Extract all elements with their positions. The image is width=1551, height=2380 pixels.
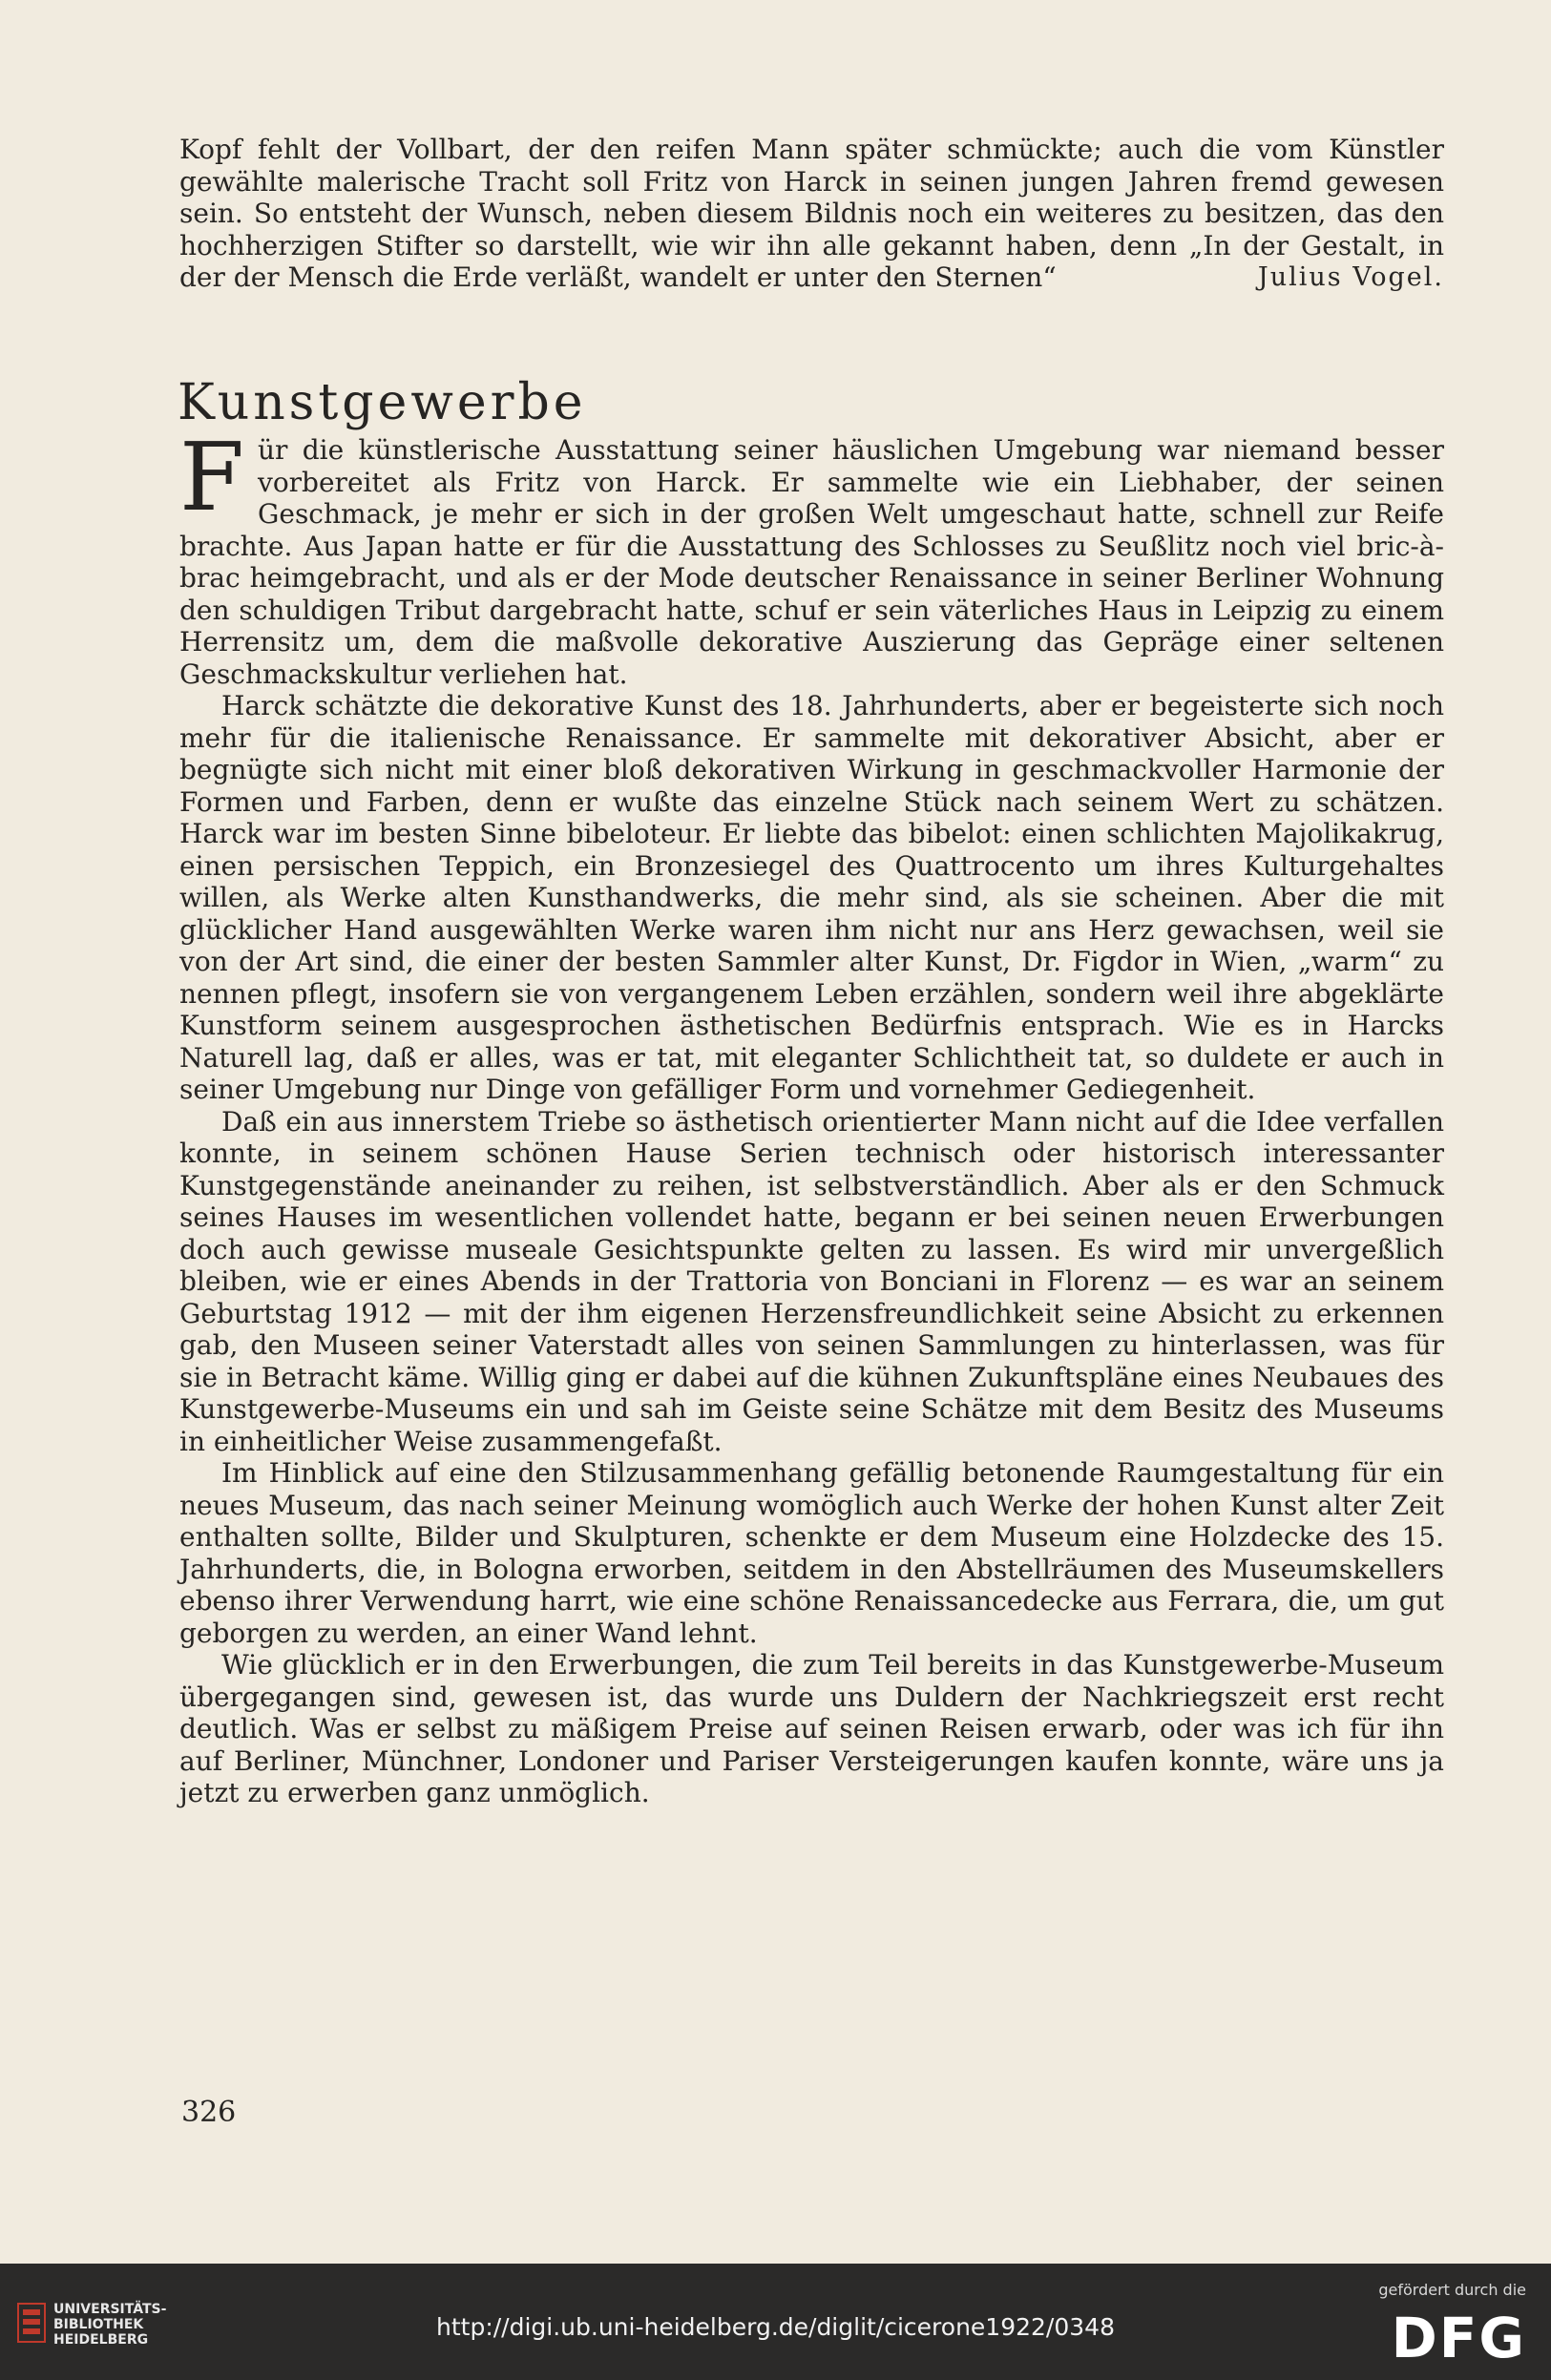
paragraph-1	[179, 424, 1444, 690]
drop-cap-letter: F	[179, 424, 244, 532]
article-body	[179, 424, 1444, 1809]
author-signature: Julius Vogel.	[1257, 262, 1444, 292]
page-number: 326	[181, 2096, 237, 2129]
intro-paragraph	[179, 134, 1444, 294]
paragraph-5: Wie glücklich er in den Erwerbungen, die zum Teil bereits in das Kunstgewerbe-Museum übergegangen sind, gewesen ist, das wurde uns Duldern der Nachkriegszeit erst recht deutlich. Was er selbst zu mäßigem Preise auf seinen Reisen erwarb, oder was ich für ihn auf Berliner, Münchner, Londoner und Pariser Versteigerungen kaufen konnte, wäre uns ja jetzt zu erwerben ganz unmöglich.	[179, 1649, 1444, 1808]
library-name-line: UNIVERSITÄTS-	[53, 2302, 167, 2317]
paragraph-1-text: ür die künstlerische Ausstattung seiner häuslichen Umgebung war niemand besser vorbereitet als Fritz von Harck. Er sammelte wie ein Liebhaber, der seinen Geschmack, je mehr er sich in der großen Welt umgeschaut hatte, schnell zur Reife brachte. Aus Japan hatte er für die Ausstattung des Schlosses zu Seußlitz noch viel bric-à-brac heimgebracht, und als er der Mode deutscher Renaissance in seiner Berliner Wohnung den schuldigen Tribut dargebracht hatte, schuf er sein väterliches Haus in Leipzig zu einem Herrensitz um, dem die maßvolle dekorative Auszierung das Gepräge einer seltenen Geschmackskultur verliehen hat.	[179, 434, 1444, 690]
library-name-line: HEIDELBERG	[53, 2332, 149, 2348]
paragraph-3: Daß ein aus innerstem Triebe so ästhetisch orientierter Mann nicht auf die Idee verfallen konnte, in seinem schönen Hause Serien technisch oder historisch interessanter Kunstgegenstände aneinander zu reihen, ist selbstverständlich. Aber als er den Schmuck seines Hauses im wesentlichen vollendet hatte, begann er bei seinen neuen Erwerbungen doch auch gewisse museale Gesichtspunkte gelten zu lassen. Es wird mir unvergeßlich bleiben, wie er eines Abends in der Trattoria von Bonciani in Florenz — es war an seinem Geburtstag 1912 — mit der ihm eigenen Herzensfreundlichkeit seine Absicht zu erkennen gab, den Museen seiner Vaterstadt alles von seinen Sammlungen zu hinterlassen, was für sie in Betracht käme. Willig ging er dabei auf die kühnen Zukunftspläne eines Neubaues des Kunstgewerbe-Museums ein und sah im Geiste seine Schätze mit dem Besitz des Museums in einheitlicher Weise zusammengefaßt.	[179, 1105, 1444, 1457]
sponsor-label: gefördert durch die	[1378, 2281, 1526, 2299]
paragraph-2: Harck schätzte die dekorative Kunst des 18. Jahrhunderts, aber er begeisterte sich noch mehr für die italienische Renaissance. Er sammelte mit dekorativer Absicht, aber er begnügte sich nicht mit einer bloß dekorativen Wirkung in geschmackvoller Harmonie der Formen und Farben, denn er wußte das einzelne Stück nach seinem Wert zu schätzen. Harck war im besten Sinne bibeloteur. Er liebte das bibelot: einen schlichten Majolikakrug, einen persischen Teppich, ein Bronzesiegel des Quattrocento um ihres Kulturgehaltes willen, als Werke alten Kunsthandwerks, die mehr sind, als sie scheinen. Aber die mit glücklicher Hand ausgewählten Werke waren ihm nicht nur ans Herz gewachsen, weil sie von der Art sind, die einer der besten Sammler alter Kunst, Dr. Figdor in Wien, „warm“ zu nennen pflegt, insofern sie von vergangenem Leben erzählen, sondern weil ihre abgeklärte Kunstform seinem ausgesprochen ästhetischen Bedürfnis entsprach. Wie es in Harcks Naturell lag, daß er alles, was er tat, mit eleganter Schlichtheit tat, so duldete er auch in seiner Umgebung nur Dinge von gefälliger Form und vornehmer Gediegenheit.	[179, 690, 1444, 1105]
digitization-footer	[0, 2264, 1551, 2380]
library-name-line: BIBLIOTHEK	[53, 2317, 144, 2332]
paragraph-4: Im Hinblick auf eine den Stilzusammenhang gefällig betonende Raumgestaltung für ein neues Museum, das nach seiner Meinung womöglich auch Werke der hohen Kunst alter Zeit enthalten sollte, Bilder und Skulpturen, schenkte er dem Museum eine Holzdecke des 15. Jahrhunderts, die, in Bologna erworben, seitdem in den Abstellräumen des Museumskellers ebenso ihrer Verwendung harrt, wie eine schöne Renaissancedecke aus Ferrara, die, um gut geborgen zu werden, an einer Wand lehnt.	[179, 1457, 1444, 1649]
permalink-url[interactable]: http://digi.ub.uni-heidelberg.de/diglit/cicerone1922/0348	[436, 2313, 1115, 2341]
dfg-logo: DFG	[1391, 2306, 1526, 2370]
intro-text-block	[179, 134, 1444, 294]
section-heading: Kunstgewerbe	[178, 374, 587, 431]
intro-text: Kopf fehlt der Vollbart, der den reifen Mann später schmückte; auch die vom Künstler gewählte malerische Tracht soll Fritz von Harck in seinen jungen Jahren fremd gewesen sein. So entsteht der Wunsch, neben diesem Bildnis noch ein weiteres zu besitzen, das den hochherzigen Stifter so darstellt, wie wir ihn alle gekannt haben, denn „In der Gestalt, in der der Mensch die Erde verläßt, wandelt er unter den Sternen“	[179, 134, 1444, 293]
